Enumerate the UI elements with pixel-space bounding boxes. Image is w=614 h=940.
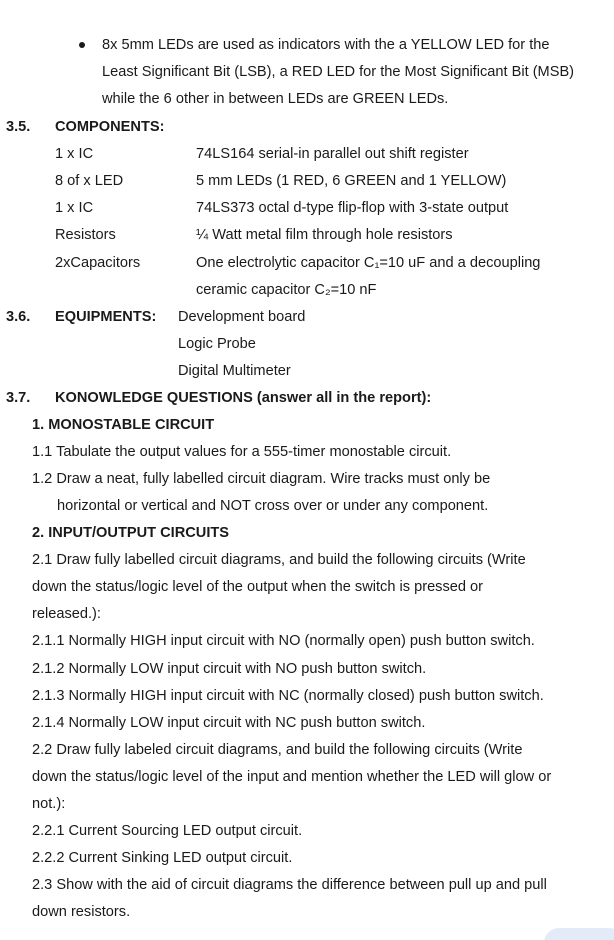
component-desc: One electrolytic capacitor C₁=10 uF and a decoupling xyxy=(196,255,541,271)
section-number-equipments: 3.6. xyxy=(6,309,31,325)
scroll-corner-shape xyxy=(544,928,614,940)
components-heading: COMPONENTS: xyxy=(55,119,165,135)
bullet-icon xyxy=(79,42,85,48)
question-line: horizontal or vertical and NOT cross over or under any component. xyxy=(57,498,489,514)
question-line: 1.1 Tabulate the output values for a 555-timer monostable circuit. xyxy=(32,444,452,460)
equipment-item: Logic Probe xyxy=(178,336,256,352)
section-number-components: 3.5. xyxy=(6,119,31,135)
component-qty: 1 x IC xyxy=(55,146,94,162)
question-line: 2.3 Show with the aid of circuit diagrams the difference between pull up and pull xyxy=(32,877,547,893)
question-line: 2.1.3 Normally HIGH input circuit with NC (normally closed) push button switch. xyxy=(32,688,544,704)
question-line: 2.2.1 Current Sourcing LED output circuit. xyxy=(32,823,303,839)
subsection-heading-monostable: 1. MONOSTABLE CIRCUIT xyxy=(32,417,215,433)
component-qty: 8 of x LED xyxy=(55,173,124,189)
bullet-line-2: Least Significant Bit (LSB), a RED LED for the Most Significant Bit (MSB) xyxy=(102,64,575,80)
knowledge-heading: KONOWLEDGE QUESTIONS (answer all in the report): xyxy=(55,390,432,406)
component-qty: Resistors xyxy=(55,227,116,243)
question-line: released.): xyxy=(32,606,101,622)
subsection-heading-io: 2. INPUT/OUTPUT CIRCUITS xyxy=(32,525,230,541)
component-desc: ¼ Watt metal film through hole resistors xyxy=(196,227,453,243)
question-line: 2.2 Draw fully labeled circuit diagrams, and build the following circuits (Write xyxy=(32,742,523,758)
question-line: 2.2.2 Current Sinking LED output circuit. xyxy=(32,850,293,866)
section-number-knowledge: 3.7. xyxy=(6,390,31,406)
question-line: down the status/logic level of the output when the switch is pressed or xyxy=(32,579,484,595)
component-desc: 74LS164 serial-in parallel out shift register xyxy=(196,146,469,162)
component-qty: 1 x IC xyxy=(55,200,94,216)
component-desc-continued: ceramic capacitor C₂=10 nF xyxy=(196,282,377,298)
equipment-item: Digital Multimeter xyxy=(178,363,291,379)
bullet-line-3: while the 6 other in between LEDs are GREEN LEDs. xyxy=(102,91,449,107)
question-line: 1.2 Draw a neat, fully labelled circuit diagram. Wire tracks must only be xyxy=(32,471,491,487)
question-line: 2.1.2 Normally LOW input circuit with NO push button switch. xyxy=(32,661,427,677)
component-qty: 2xCapacitors xyxy=(55,255,141,271)
component-desc: 74LS373 octal d-type flip-flop with 3-state output xyxy=(196,200,509,216)
question-line: down the status/logic level of the input and mention whether the LED will glow or xyxy=(32,769,552,785)
bullet-line-1: 8x 5mm LEDs are used as indicators with the a YELLOW LED for the xyxy=(102,37,550,53)
question-line: 2.1.1 Normally HIGH input circuit with NO (normally open) push button switch. xyxy=(32,633,535,649)
question-line: 2.1 Draw fully labelled circuit diagrams, and build the following circuits (Write xyxy=(32,552,526,568)
question-line: not.): xyxy=(32,796,66,812)
equipments-heading: EQUIPMENTS: xyxy=(55,309,157,325)
question-line: down resistors. xyxy=(32,904,131,920)
question-line: 2.1.4 Normally LOW input circuit with NC push button switch. xyxy=(32,715,426,731)
component-desc: 5 mm LEDs (1 RED, 6 GREEN and 1 YELLOW) xyxy=(196,173,507,189)
equipment-item: Development board xyxy=(178,309,306,325)
